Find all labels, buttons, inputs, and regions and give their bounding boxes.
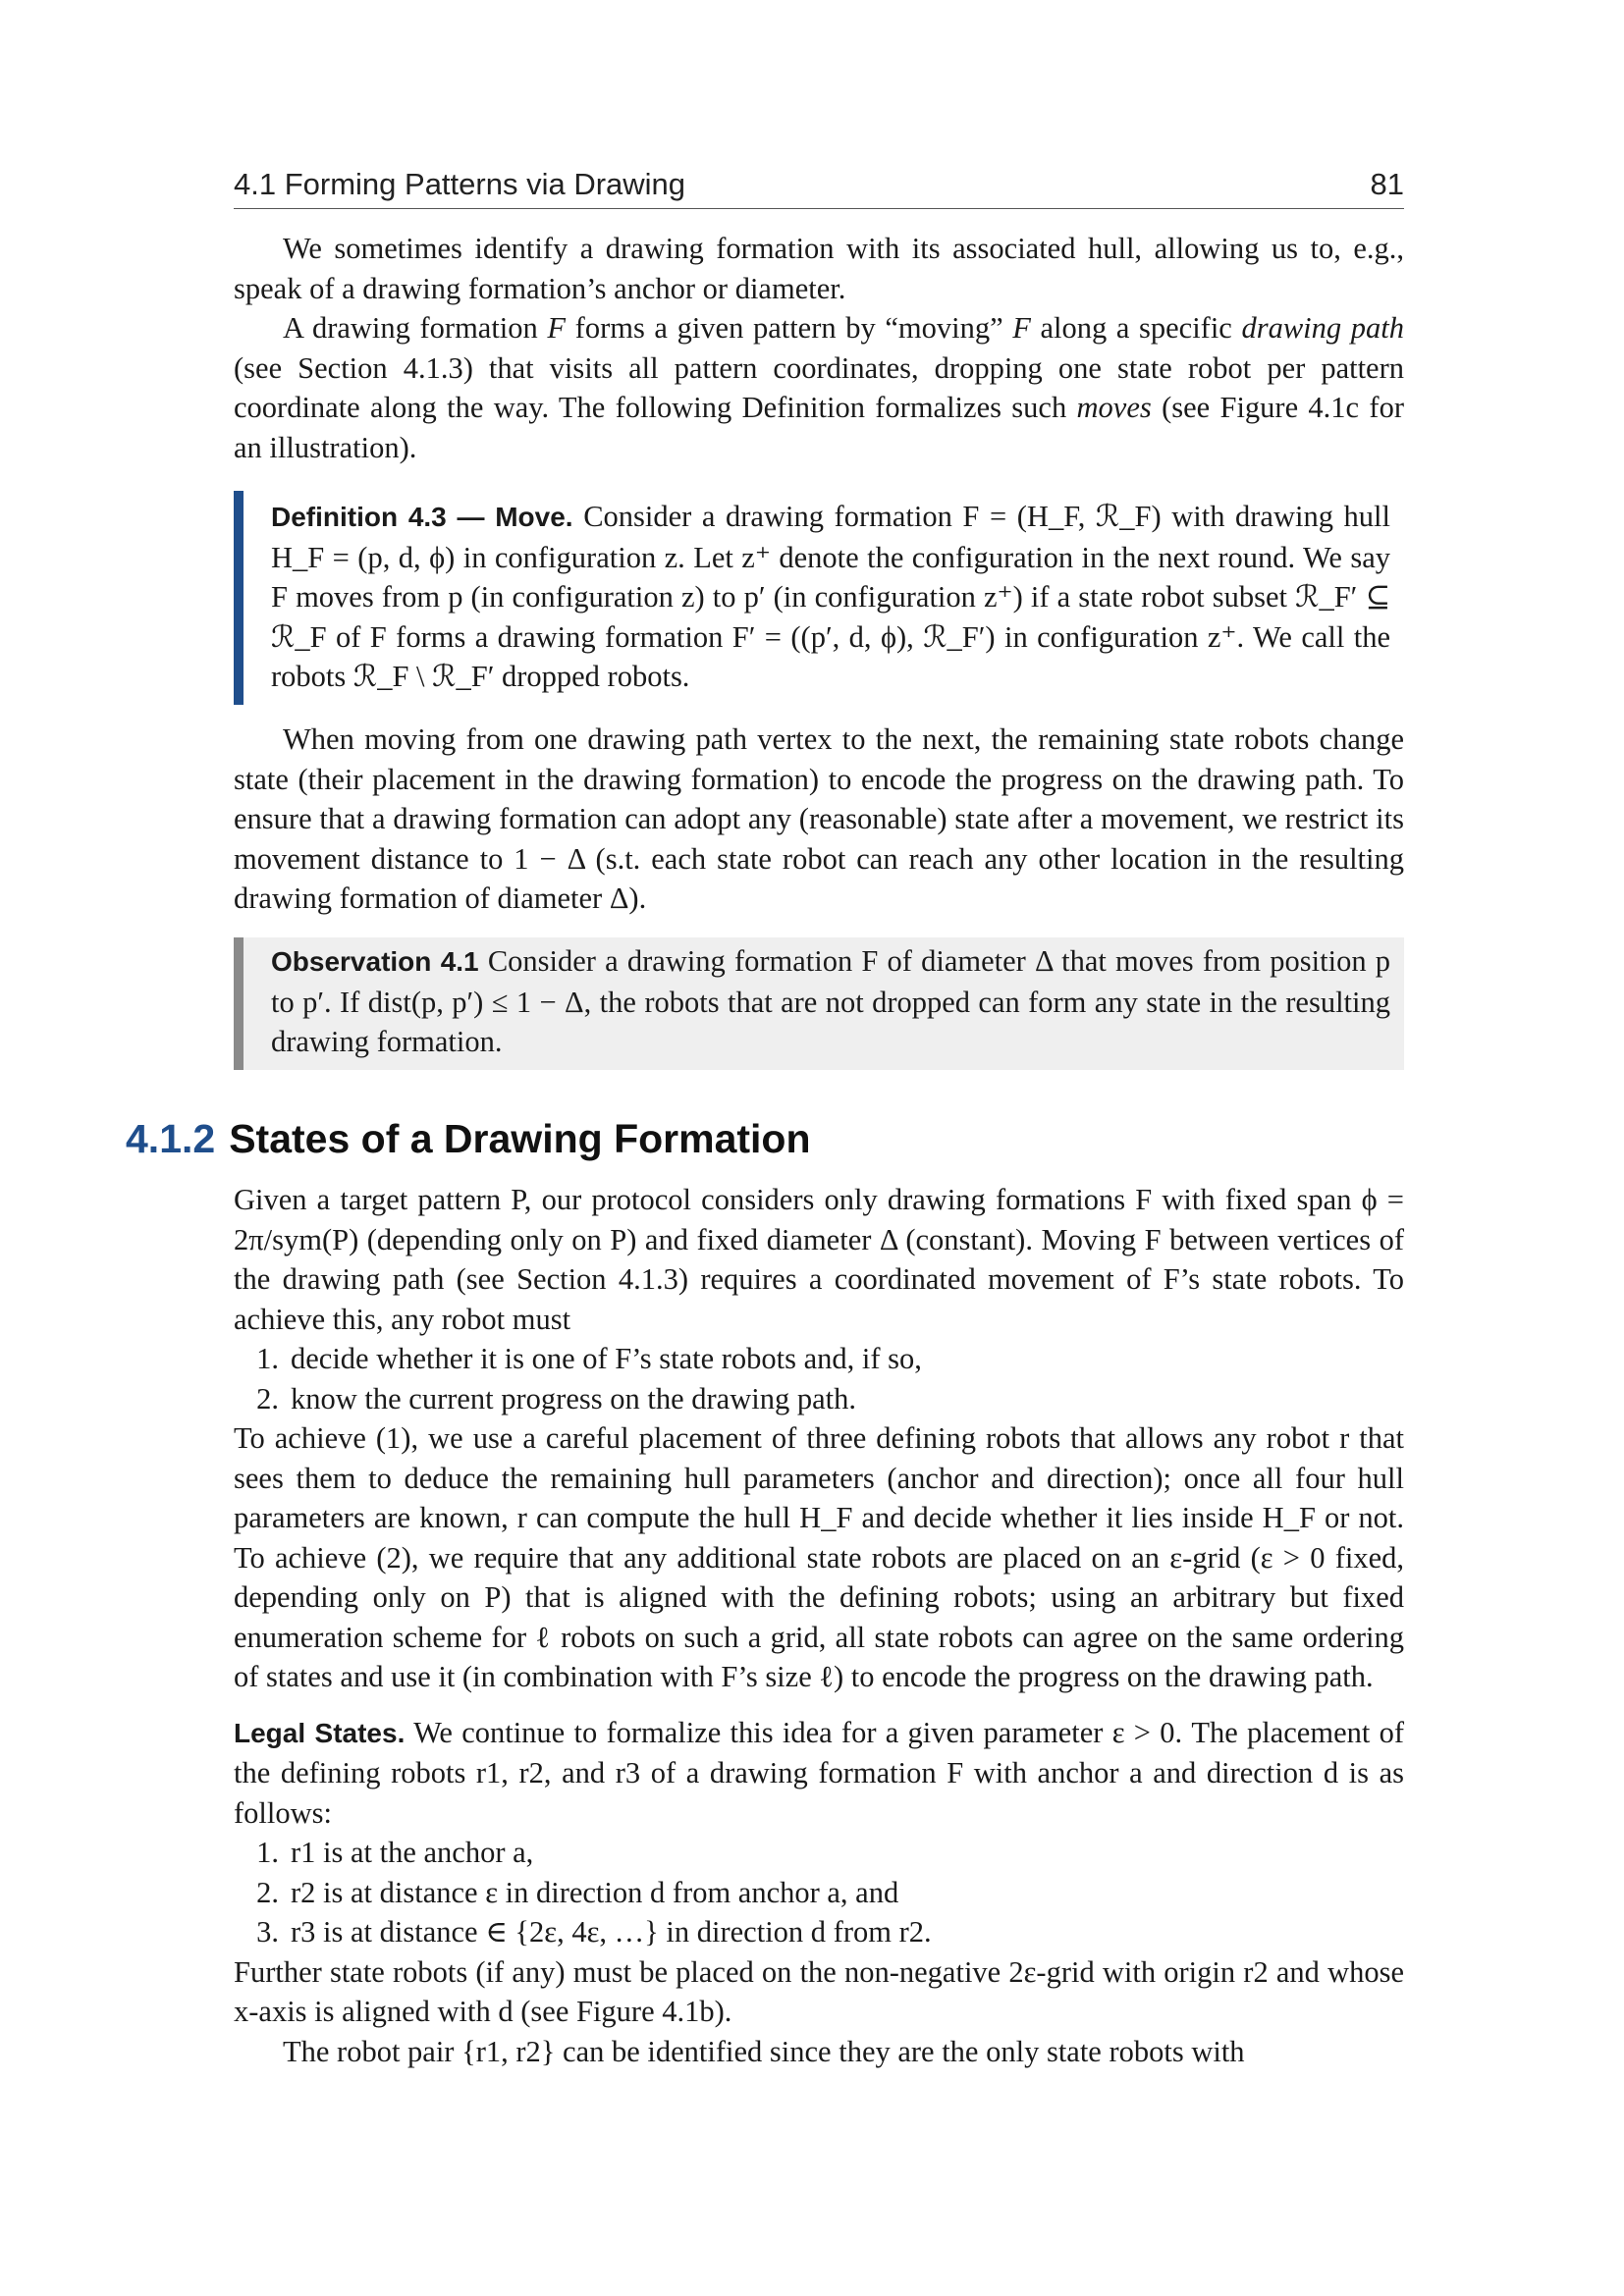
list-item: 1. decide whether it is one of F’s state robots and, if so, (256, 1342, 922, 1375)
definition-text (271, 497, 1390, 697)
observation-label: Observation 4.1 (271, 946, 479, 977)
legal-states-label: Legal States. (234, 1717, 406, 1748)
moving-section (234, 720, 1404, 919)
definition-box (234, 491, 1404, 705)
observation-box (234, 937, 1404, 1070)
intro-paragraph-2: A drawing formation F forms a given pattern by “moving” F along a specific drawing path (see Section 4.1.3) that visits all pattern coordinates, dropping one state robot per pattern coordinate along the way. The following Definition formalizes such moves (see Figure 4.1c for an illustration). (234, 311, 1404, 464)
intro-section (234, 229, 1404, 467)
section-heading (126, 1116, 1402, 1162)
intro-paragraph-1: We sometimes identify a drawing formation with its associated hull, allowing us to, e.g., speak of a drawing formation’s anchor or diameter. (234, 232, 1404, 305)
further-robots-paragraph: Further state robots (if any) must be placed on the non-negative 2ε-grid with origin r2 and whose x-axis is aligned with d (see Figure 4.1b). (234, 1954, 1404, 2028)
running-head (234, 165, 1404, 209)
list-item: 3. r3 is at distance ∈ {2ε, 4ε, …} in direction d from r2. (256, 1915, 932, 1949)
definition-line-1: Consider a drawing formation F = (H_F, ℛ_F) with drawing hull H_F = (p, d, ϕ) in configuration z. (271, 500, 1391, 574)
definition-label: Definition 4.3 — Move. (271, 502, 573, 532)
list-item: 1. r1 is at the anchor a, (256, 1836, 534, 1869)
section-number: 4.1.2 (126, 1116, 216, 1161)
list-item: 2. know the current progress on the drawing path. (256, 1381, 856, 1415)
moving-paragraph: When moving from one drawing path vertex to the next, the remaining state robots change state (their placement in the drawing formation) to encode the progress on the drawing path. To ensure that a drawing formation can adopt any (reasonable) state after a movement, we restrict its movement distance to 1 − Δ (s.t. each state robot can reach any other location in the resulting drawing formation of diameter Δ). (234, 722, 1404, 915)
observation-text (271, 941, 1390, 1062)
definition-line-3: We call the robots ℛ_F \ ℛ_F′ dropped robots. (271, 619, 1391, 693)
states-section (234, 1180, 1404, 2071)
states-list (234, 1339, 1404, 1418)
robot-pair-paragraph: The robot pair {r1, r2} can be identified since they are the only state robots with (283, 2034, 1245, 2068)
page-number: 81 (1370, 167, 1404, 201)
running-head-title: 4.1 Forming Patterns via Drawing (234, 167, 686, 201)
legal-states-paragraph: Legal States. We continue to formalize this idea for a given parameter ε > 0. The placement of the defining robots r1, r2, and r3 of a drawing formation F with anchor a and direction d is as follows: (234, 1715, 1404, 1830)
states-paragraph-1: Given a target pattern P, our protocol considers only drawing formations F with fixed span ϕ = 2π/sym(P) (depending only on P) and fixed diameter Δ (constant). Moving F between vertices of the drawing path (see Section 4.1.3) requires a coordinated movement of F’s state robots. To achieve this, any robot must (234, 1183, 1404, 1336)
observation-body: Consider a drawing formation F of diameter Δ that moves from position p to p′. If dist(p, p′) ≤ 1 − Δ, the robots that are not dropped can form any state in the resulting drawing formation. (271, 944, 1390, 1058)
states-paragraph-2: To achieve (1), we use a careful placement of three defining robots that allows any robot r that sees them to deduce the remaining hull parameters (anchor and direction); once all four hull parameters are known, r can compute the hull H_F and decide whether it lies inside H_F or not. To achieve (2), we require that any additional state robots are placed on an ε-grid (ε > 0 fixed, depending only on P) that is aligned with the defining robots; using an arbitrary but fixed enumeration scheme for ℓ robots on such a grid, all state robots can agree on the same ordering of states and use it (in combination with F’s size ℓ) to encode the progress on the drawing path. (234, 1421, 1404, 1693)
definition-line-2: Let z⁺ denote the configuration in the next round. We say F moves from p (in configuration z) to p′ (in configuration z⁺) if a state robot subset ℛ_F′ ⊆ ℛ_F of F forms a drawing formation F′ = ((p′, d, ϕ), ℛ_F′) in configuration z⁺. (271, 540, 1390, 654)
legal-states-list (234, 1833, 1404, 1952)
section-title: States of a Drawing Formation (229, 1116, 811, 1161)
list-item: 2. r2 is at distance ε in direction d from anchor a, and (256, 1875, 899, 1909)
